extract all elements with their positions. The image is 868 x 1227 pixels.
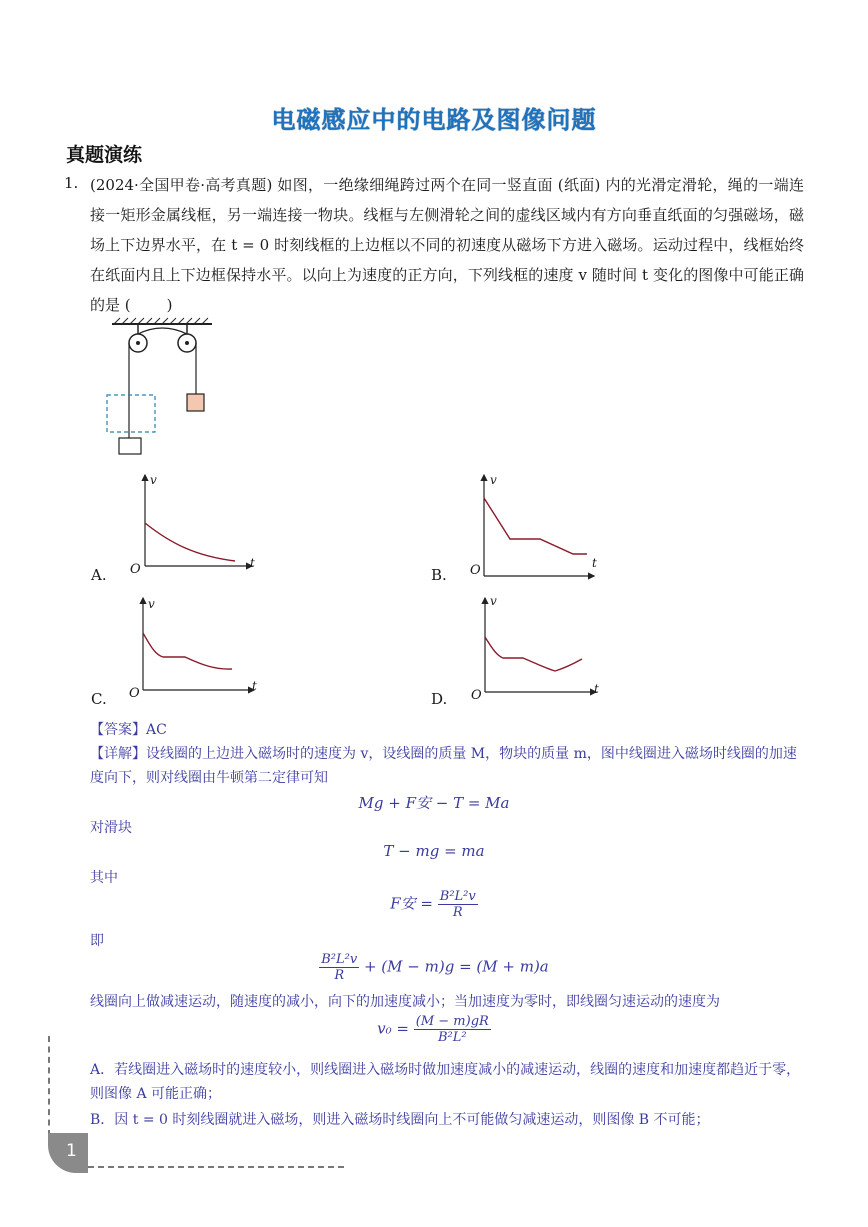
graph-c-curve [143, 633, 232, 669]
equation-3 [0, 889, 868, 920]
question-text [90, 170, 804, 320]
page-number-badge [48, 1133, 88, 1173]
magnetic-field-region [107, 395, 155, 432]
graph-c [143, 598, 254, 690]
section-heading: 真题演练 [66, 144, 143, 166]
equation-5 [0, 1014, 868, 1045]
equation-4-denominator: R [334, 968, 345, 983]
wire-frame [119, 438, 141, 454]
question-number: 1. [64, 174, 79, 192]
graph-d [485, 598, 596, 692]
equation-3-fraction [438, 889, 478, 920]
graph-a-curve [145, 523, 235, 561]
rope [129, 328, 196, 438]
detail-paragraph-2: 线圈向上做减速运动，随速度的减小，向下的加速度减小；当加速度为零时，即线圈匀速运动的速度为 [90, 994, 720, 1010]
option-d-label: D. [431, 690, 448, 708]
right-pulley [178, 334, 196, 352]
label-ie: 即 [90, 933, 104, 949]
graph-a-axis-t: t [250, 556, 255, 570]
graph-c-origin: O [129, 686, 140, 701]
graph-a-origin: O [130, 562, 141, 577]
answer-line: 【答案】AC [90, 722, 167, 738]
equation-4 [0, 952, 868, 983]
graph-d-curve [485, 637, 582, 671]
equation-5-left: v₀ = [377, 1019, 409, 1038]
graph-b-curve [484, 498, 587, 554]
detail-paragraph-1: 【详解】设线圈的上边进入磁场时的速度为 v，设线圈的质量 M，物块的质量 m，图中线圈进入磁场时线圈的加速度向下，则对线圈由牛顿第二定律可知 [90, 746, 797, 786]
label-where: 其中 [90, 870, 118, 886]
graph-b-axis-t: t [592, 556, 597, 570]
page-title: 电磁感应中的电路及图像问题 [271, 106, 597, 134]
graph-d-axis-t: t [594, 682, 599, 696]
label-slider: 对滑块 [90, 820, 132, 836]
question-body: (2024·全国甲卷·高考真题) 如图，一绝缘细绳跨过两个在同一竖直面 (纸面) 内的光滑定滑轮，绳的一端连接一矩形金属线框，另一端连接一物块。线框与左侧滑轮之间的虚线区域内有方向垂直纸面的匀强磁场，磁场上下边界水平，在 t = 0 时刻线框的上边框以不同的初速度从磁场下方进入磁场。运动过程中，线框始终在纸面内且上下边框保持水平。以向上为速度的正方向，下列线框的速度 v 随时间 t 变化的图像中可能正确的是 ( [90, 176, 804, 314]
graph-d-origin: O [471, 688, 482, 703]
equation-1: Mg + F安 − T = Ma [358, 794, 510, 812]
equation-3-left: F安 = [390, 894, 433, 913]
graph-a [145, 475, 252, 566]
equation-5-fraction [414, 1014, 491, 1045]
option-b-label: B. [431, 566, 447, 584]
equation-4-fraction [319, 952, 359, 983]
graph-b-axis-v: v [490, 473, 497, 487]
option-c-label: C. [91, 690, 107, 708]
graph-c-axis-t: t [252, 679, 257, 693]
equation-3-denominator: R [452, 905, 463, 920]
question-close-paren: ) [166, 296, 173, 314]
graph-d-axis-v: v [490, 594, 497, 608]
equation-5-numerator: (M − m)gR [415, 1014, 489, 1029]
page-number: 1 [66, 1141, 77, 1161]
option-a-label: A. [91, 566, 107, 584]
left-pulley [129, 334, 147, 352]
graph-b-origin: O [470, 563, 481, 578]
equation-2: T − mg = ma [383, 842, 485, 860]
analysis-b: B．因 t = 0 时刻线圈就进入磁场，则进入磁场时线圈向上不可能做匀减速运动，则图像 B 不可能； [90, 1112, 710, 1128]
equation-4-numerator: B²L²v [321, 952, 358, 967]
page-margin-dashed-vertical [48, 1036, 50, 1136]
equation-5-denominator: B²L² [437, 1030, 467, 1045]
graph-c-axis-v: v [148, 597, 155, 611]
block [187, 394, 204, 411]
graph-b [484, 475, 594, 576]
page-margin-dashed-horizontal [88, 1166, 344, 1168]
analysis-a: A．若线圈进入磁场时的速度较小，则线圈进入磁场时做加速度减小的减速运动，线圈的速度和加速度都趋近于零，则图像 A 可能正确； [90, 1062, 801, 1102]
graph-a-axis-v: v [150, 473, 157, 487]
equation-3-numerator: B²L²v [439, 889, 476, 904]
equation-4-rest: + (M − m)g = (M + m)a [363, 957, 549, 976]
